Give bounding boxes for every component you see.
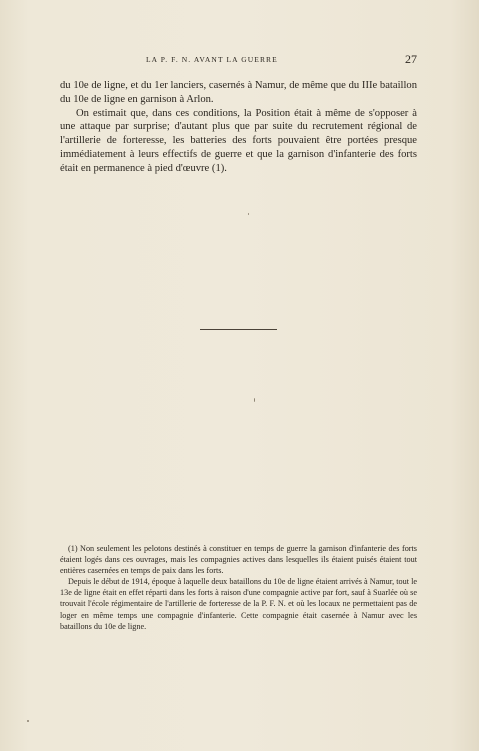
footnotes — [60, 543, 417, 632]
paragraph: du 10e de ligne, et du 1er lanciers, casernés à Namur, de même que du IIIe bataillon du 10e de ligne en garnison à Arlon. — [60, 80, 417, 105]
running-header — [0, 52, 479, 69]
running-title: LA P. F. N. AVANT LA GUERRE — [146, 55, 278, 64]
page-number: 27 — [405, 52, 417, 66]
paper-speck — [254, 398, 255, 402]
paragraph: On estimait que, dans ces conditions, la Position était à même de s'opposer à une attaque par surprise; d'autant plus que par suite du recrutement régional de l'artillerie de forteresse, les batteries des forts pouvaient être portées presque immédiatement à leurs effectifs de guerre et que la garnison d'infanterie des forts était en permanence à pied d'œuvre (1). — [60, 107, 417, 174]
footnote-separator — [200, 329, 277, 330]
main-text — [60, 79, 417, 176]
footnote-continuation: Depuis le début de 1914, époque à laquelle deux bataillons du 10e de ligne étaient arrivés à Namur, tout le 13e de ligne était en effet réparti dans les forts à raison d'une compagnie active par fort, sauf à Suarlée où se trouvait l'école régimentaire de l'artillerie de forteresse de la P. F. N. et où les locaux ne permettaient pas de loger en même temps une compagnie d'infanterie. Cette compagnie était casernée à Namur avec les bataillons du 10e de ligne. — [60, 577, 417, 631]
footnote: (1) Non seulement les pelotons destinés à constituer en temps de guerre la garnison d'infanterie des forts étaient logés dans ces ouvrages, mais les compagnies actives dans lesquelles ils étaient puisés étaient tout entières casernées en temps de paix dans les forts. — [60, 544, 417, 576]
paper-speck — [27, 720, 29, 722]
paper-speck — [248, 213, 249, 215]
